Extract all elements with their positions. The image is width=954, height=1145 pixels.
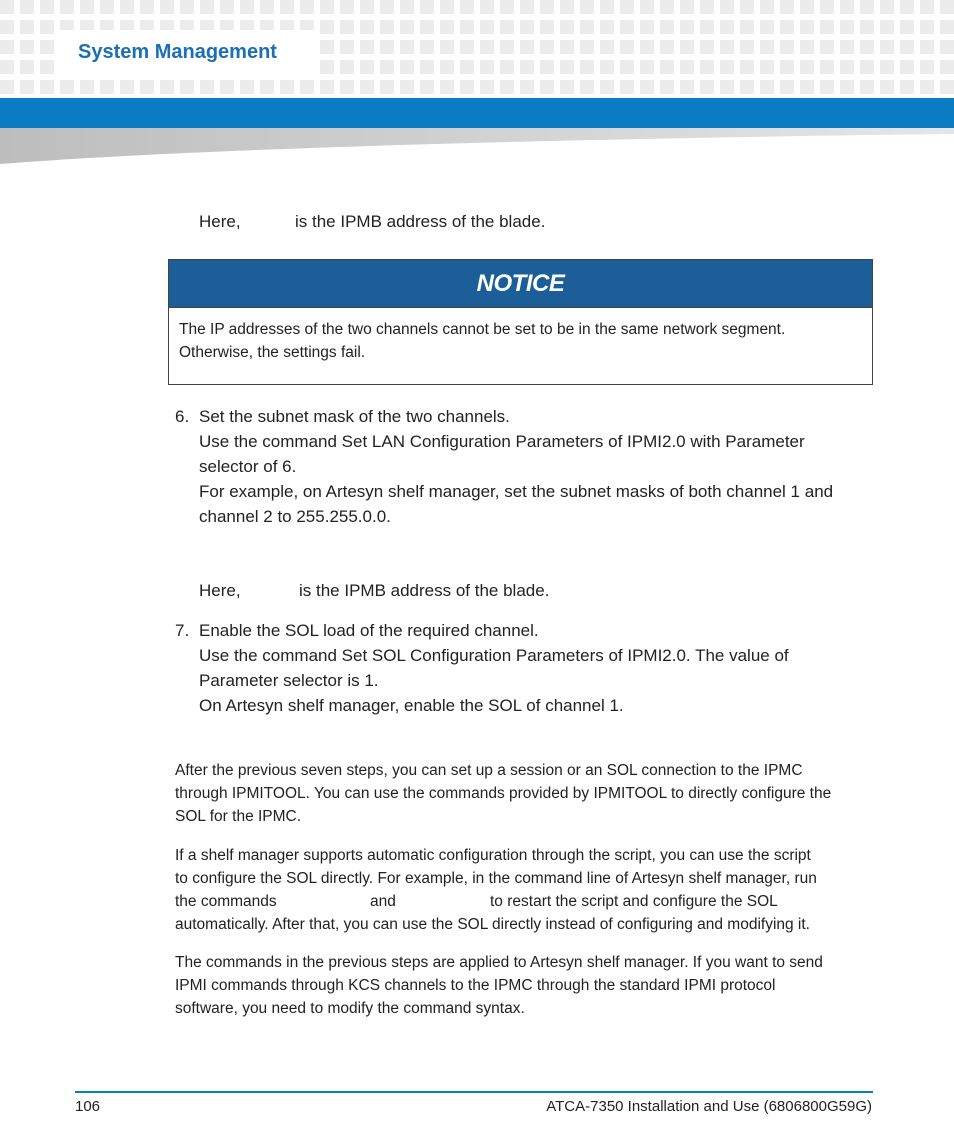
paragraph-line: IPMI commands through KCS channels to the IPMC through the standard IPMI protocol	[175, 977, 776, 994]
section-title: System Management	[78, 41, 277, 63]
paragraph-line: software, you need to modify the command syntax.	[175, 1000, 525, 1017]
notice-label: NOTICE	[476, 269, 565, 297]
paragraph-line: If a shelf manager supports automatic configuration through the script, you can use the script	[175, 847, 811, 864]
step-line: Enable the SOL load of the required channel.	[199, 621, 539, 640]
here-text-2: is the IPMB address of the blade.	[299, 581, 550, 600]
step-line: Use the command Set LAN Configuration Parameters of IPMI2.0 with Parameter	[199, 432, 805, 451]
step-line: Use the command Set SOL Configuration Parameters of IPMI2.0. The value of	[199, 646, 789, 665]
paragraph-line: the commands	[175, 893, 277, 910]
step-line: Set the subnet mask of the two channels.	[199, 407, 510, 426]
paragraph-line: automatically. After that, you can use the SOL directly instead of configuring and modifying it.	[175, 916, 810, 933]
here-text-1: is the IPMB address of the blade.	[295, 212, 546, 231]
step-line: On Artesyn shelf manager, enable the SOL of channel 1.	[199, 696, 624, 715]
document-title: ATCA-7350 Installation and Use (6806800G59G)	[546, 1098, 872, 1115]
notice-box	[168, 259, 873, 385]
paragraph-line: After the previous seven steps, you can set up a session or an SOL connection to the IPMC	[175, 762, 803, 779]
notice-line: The IP addresses of the two channels cannot be set to be in the same network segment.	[179, 321, 786, 338]
page-number: 106	[75, 1098, 101, 1115]
paragraph-line: and	[370, 893, 396, 910]
step-number: 7.	[175, 621, 190, 640]
here-label-1: Here,	[199, 212, 241, 231]
paragraph-line: The commands in the previous steps are applied to Artesyn shelf manager. If you want to send	[175, 954, 823, 971]
step-line: Parameter selector is 1.	[199, 671, 379, 690]
paragraph-line: through IPMITOOL. You can use the commands provided by IPMITOOL to directly configure the	[175, 785, 832, 802]
notice-header	[169, 260, 872, 308]
step-line: For example, on Artesyn shelf manager, set the subnet masks of both channel 1 and	[199, 482, 834, 501]
notice-line: Otherwise, the settings fail.	[179, 344, 366, 361]
notice-body	[169, 308, 872, 364]
paragraph-line: to configure the SOL directly. For example, in the command line of Artesyn shelf manager, run	[175, 870, 817, 887]
paragraph-line: to restart the script and configure the SOL	[490, 893, 778, 910]
header-gray-swoosh	[0, 128, 954, 164]
step-line: channel 2 to 255.255.0.0.	[199, 507, 391, 526]
here-label-2: Here,	[199, 581, 241, 600]
footer-rule	[75, 1091, 873, 1093]
header-blue-bar	[0, 98, 954, 128]
step-number: 6.	[175, 407, 190, 426]
step-line: selector of 6.	[199, 457, 297, 476]
paragraph-line: SOL for the IPMC.	[175, 808, 302, 825]
